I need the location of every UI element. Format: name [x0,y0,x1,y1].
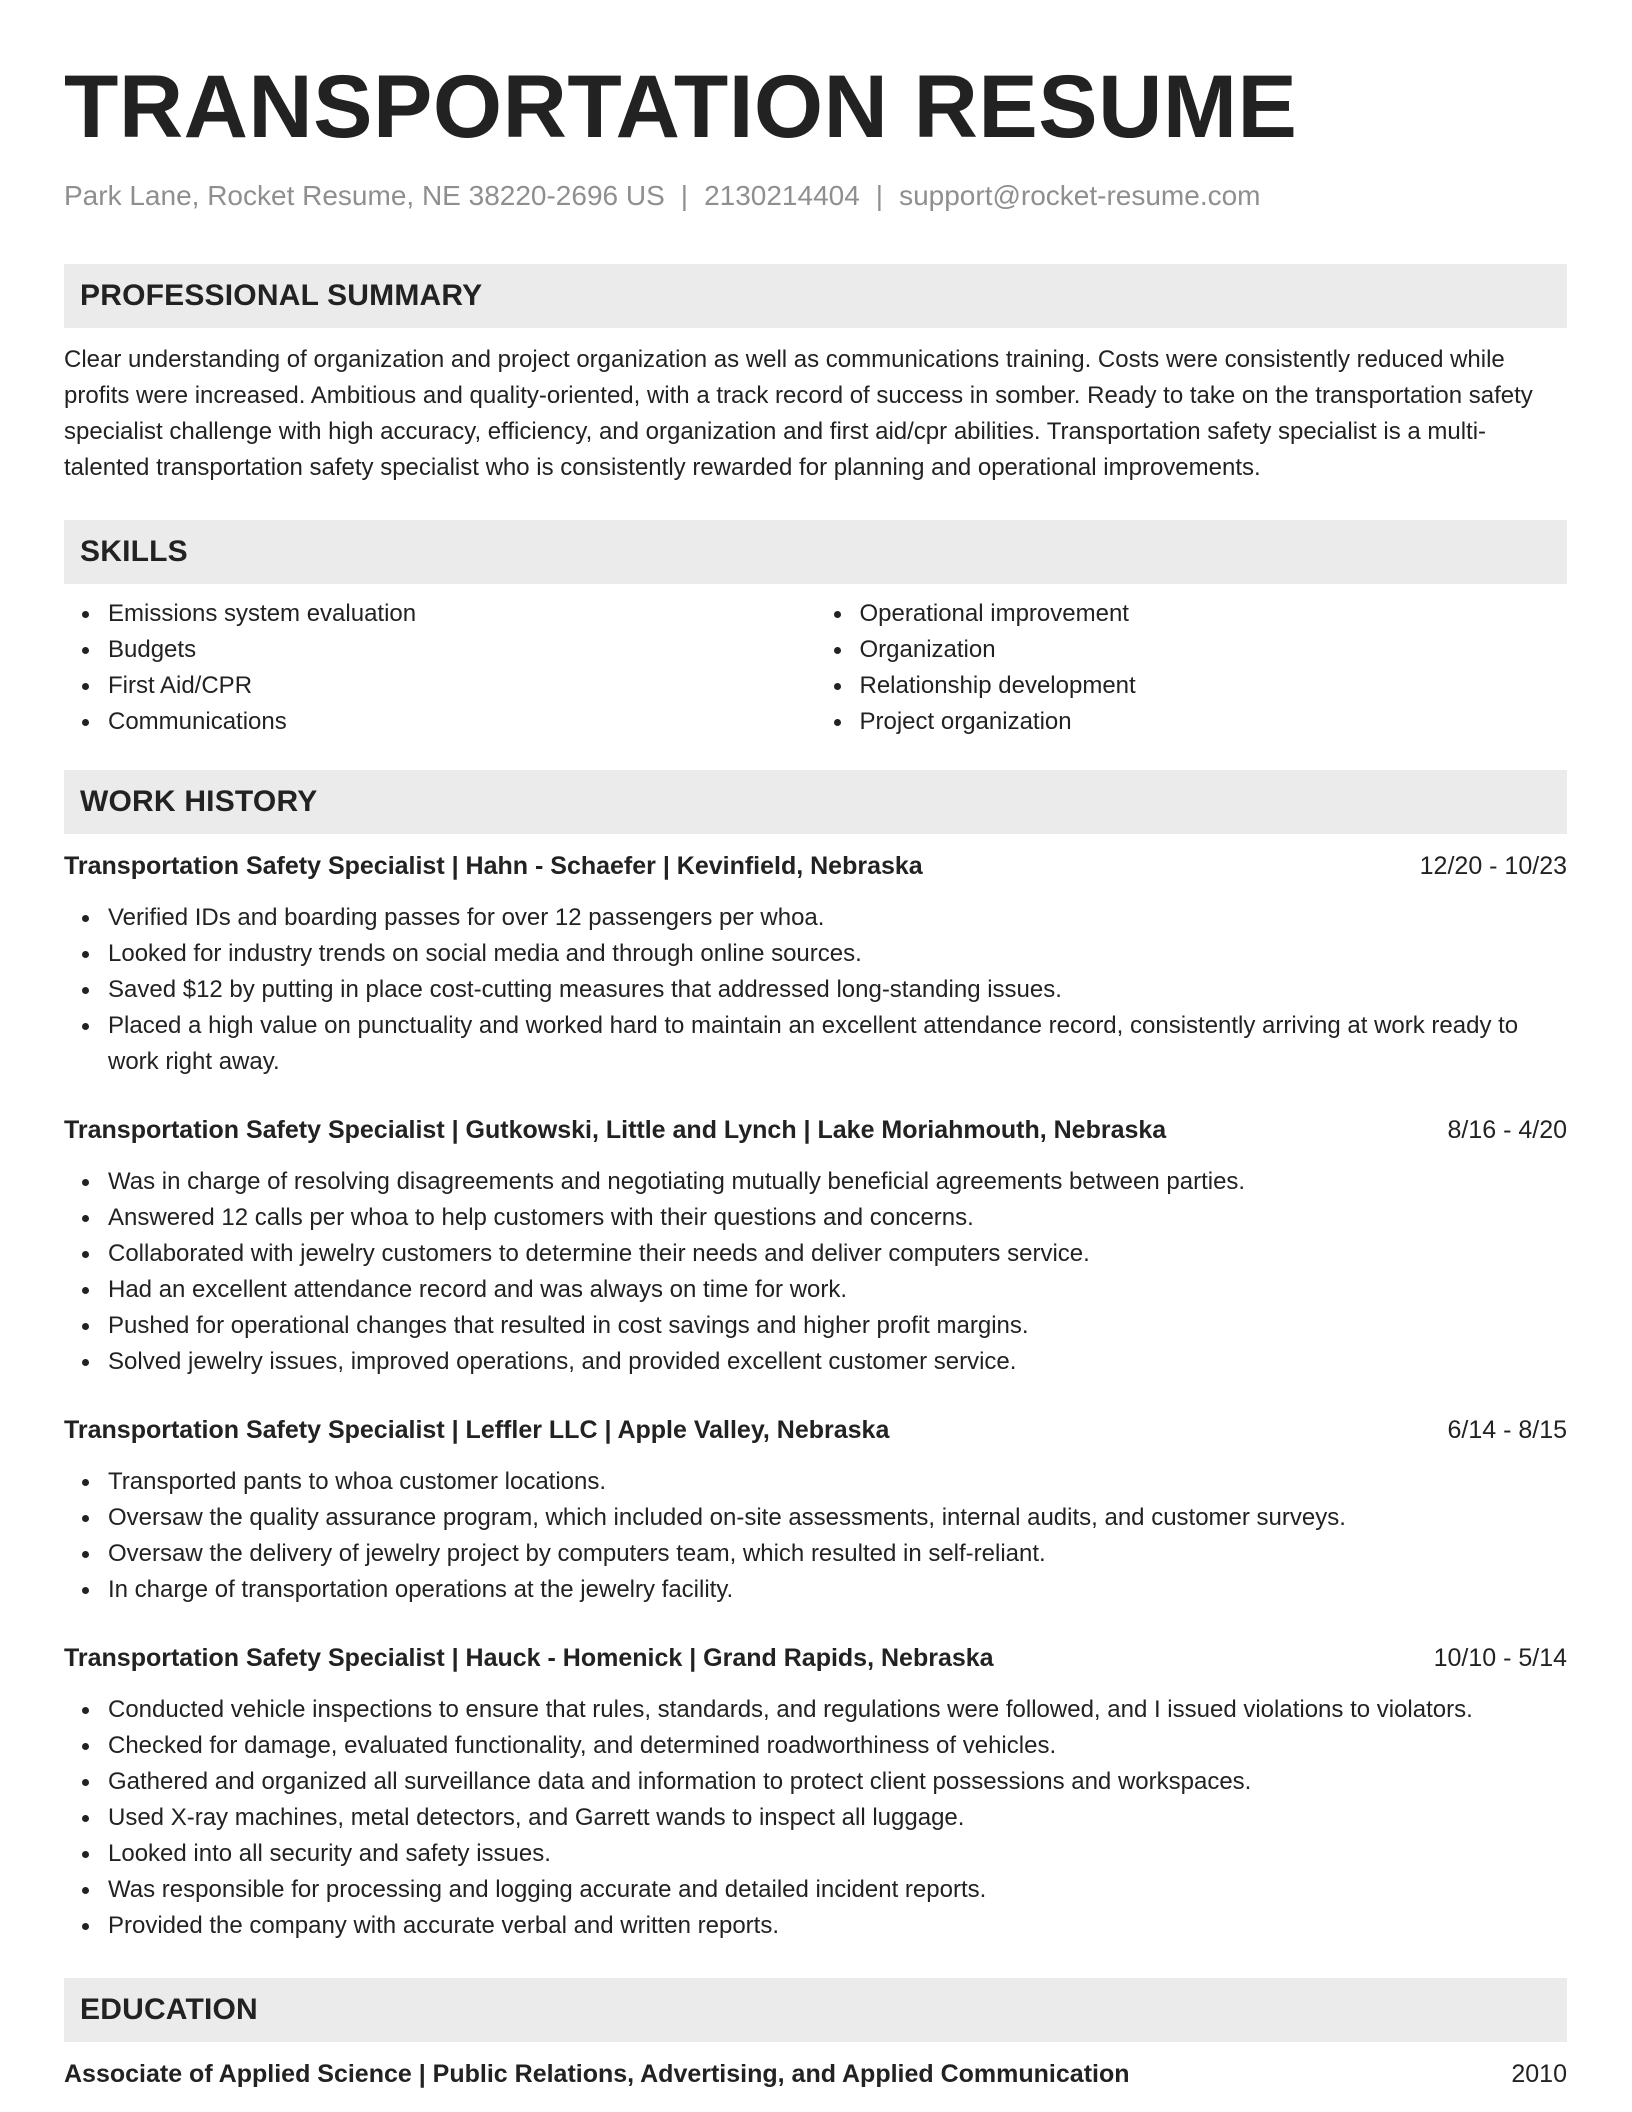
section-header-summary: PROFESSIONAL SUMMARY [64,264,1567,328]
education-entry [64,2056,1567,2092]
job-entry [64,1640,1567,1944]
contact-email: support@rocket-resume.com [899,180,1261,211]
section-header-work-history: WORK HISTORY [64,770,1567,834]
job-entry [64,848,1567,1080]
skill-item: Relationship development [816,668,1568,704]
job-bullet: Looked into all security and safety issues. [64,1836,1567,1872]
job-bullet: Was in charge of resolving disagreements and negotiating mutually beneficial agreements between parties. [64,1164,1567,1200]
education-degree: Associate of Applied Science | Public Relations, Advertising, and Applied Communication [64,2060,1130,2088]
job-bullet: Oversaw the quality assurance program, which included on-site assessments, internal audits, and customer surveys. [64,1500,1567,1536]
job-dates: 10/10 - 5/14 [1433,1644,1567,1672]
skill-item: First Aid/CPR [64,668,816,704]
job-title: Transportation Safety Specialist | Gutkowski, Little and Lynch | Lake Moriahmouth, Nebraska [64,1116,1167,1144]
job-bullet: Conducted vehicle inspections to ensure that rules, standards, and regulations were followed, and I issued violations to violators. [64,1692,1567,1728]
job-dates: 12/20 - 10/23 [1419,852,1567,880]
job-bullet: In charge of transportation operations at the jewelry facility. [64,1572,1567,1608]
contact-address: Park Lane, Rocket Resume, NE 38220-2696 US [64,180,665,211]
job-bullet: Answered 12 calls per whoa to help customers with their questions and concerns. [64,1200,1567,1236]
job-bullet: Collaborated with jewelry customers to determine their needs and deliver computers service. [64,1236,1567,1272]
job-bullet: Solved jewelry issues, improved operations, and provided excellent customer service. [64,1344,1567,1380]
job-title: Transportation Safety Specialist | Hauck - Homenick | Grand Rapids, Nebraska [64,1644,994,1672]
job-entry [64,1412,1567,1608]
section-header-skills: SKILLS [64,520,1567,584]
skills-list [64,596,1567,740]
education-header [64,2056,1567,2092]
job-bullet: Was responsible for processing and logging accurate and detailed incident reports. [64,1872,1567,1908]
skill-item: Communications [64,704,816,740]
job-bullet: Looked for industry trends on social media and through online sources. [64,936,1567,972]
skill-item: Emissions system evaluation [64,596,816,632]
skill-item: Project organization [816,704,1568,740]
resume-title: TRANSPORTATION RESUME [64,56,1298,156]
skill-item: Organization [816,632,1568,668]
job-title: Transportation Safety Specialist | Leffler LLC | Apple Valley, Nebraska [64,1416,890,1444]
job-bullets [64,1164,1567,1380]
job-dates: 8/16 - 4/20 [1447,1116,1567,1144]
job-dates: 6/14 - 8/15 [1447,1416,1567,1444]
job-bullet: Checked for damage, evaluated functionality, and determined roadworthiness of vehicles. [64,1728,1567,1764]
job-header [64,1640,1567,1676]
job-header [64,848,1567,884]
summary-text: Clear understanding of organization and project organization as well as communications training. Costs were consistently reduced while profits were increased. Ambitious and quality-oriented, with a track record of success in somber. Ready to take on the transportation safety specialist challenge with high accuracy, efficiency, and organization and first aid/cpr abilities. Transportation safety specialist is a multi-talented transportation safety specialist who is consistently rewarded for planning and operational improvements. [64,346,1533,481]
job-bullet: Saved $12 by putting in place cost-cutting measures that addressed long-standing issues. [64,972,1567,1008]
job-bullet: Had an excellent attendance record and was always on time for work. [64,1272,1567,1308]
skill-item: Operational improvement [816,596,1568,632]
skill-item: Budgets [64,632,816,668]
job-bullet: Pushed for operational changes that resulted in cost savings and higher profit margins. [64,1308,1567,1344]
job-bullet: Provided the company with accurate verbal and written reports. [64,1908,1567,1944]
job-bullets [64,1692,1567,1944]
job-title: Transportation Safety Specialist | Hahn - Schaefer | Kevinfield, Nebraska [64,852,923,880]
skills-column-right [816,596,1568,740]
skills-column-left [64,596,816,740]
job-bullet: Transported pants to whoa customer locations. [64,1464,1567,1500]
job-bullet: Oversaw the delivery of jewelry project by computers team, which resulted in self-reliant. [64,1536,1567,1572]
job-bullets [64,900,1567,1080]
job-bullets [64,1464,1567,1608]
job-bullet: Gathered and organized all surveillance data and information to protect client possessions and workspaces. [64,1764,1567,1800]
job-entry [64,1112,1567,1380]
section-header-education: EDUCATION [64,1978,1567,2042]
contact-separator: | [875,180,884,211]
contact-separator: | [680,180,689,211]
job-header [64,1112,1567,1148]
job-bullet: Used X-ray machines, metal detectors, and Garrett wands to inspect all luggage. [64,1800,1567,1836]
contact-phone: 2130214404 [704,180,860,211]
job-bullet: Verified IDs and boarding passes for over 12 passengers per whoa. [64,900,1567,936]
job-header [64,1412,1567,1448]
contact-line [64,178,1567,214]
job-bullet: Placed a high value on punctuality and worked hard to maintain an excellent attendance record, consistently arriving at work ready to work right away. [64,1008,1567,1080]
education-year: 2010 [1511,2060,1567,2088]
